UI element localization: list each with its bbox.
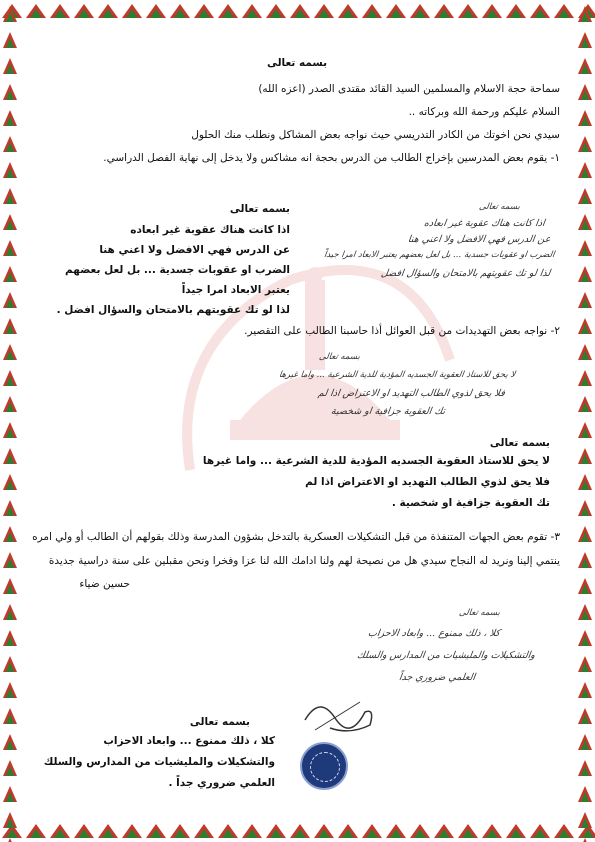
answer-3-line-1: كلا ، ذلك ممنوع ... وابعاد الاحزاب bbox=[103, 735, 275, 747]
decorative-border-top bbox=[0, 0, 595, 22]
answer-2-line-2: فلا يحق لذوي الطالب التهديد او الاعتراض اذا لم bbox=[305, 476, 550, 488]
question-1: ١- يقوم بعض المدرسين بإخراج الطالب من الدرس بحجة انه مشاكس ولا يدخل إلى نهاية الفصل الدراسي. bbox=[103, 152, 560, 164]
handwritten-answer-1-line-2: عن الدرس فهي الافضل ولا اعني هنا bbox=[406, 234, 551, 245]
answer-1-title: بسمه تعالى bbox=[229, 203, 290, 215]
answer-1-line-2: عن الدرس فهي الافضل ولا اعني هنا bbox=[99, 244, 290, 256]
answer-2-line-1: لا يحق للاستاذ العقوبة الجسديه المؤدية للدية الشرعية ... واما غيرها bbox=[202, 455, 550, 467]
handwritten-answer-1-line-4: لذا لو تك عقوبتهم بالامتحان والسؤال افضل bbox=[379, 268, 551, 279]
office-seal-icon bbox=[300, 742, 348, 790]
answer-3-title: بسمه تعالى bbox=[189, 716, 250, 728]
decorative-border-bottom bbox=[0, 820, 595, 842]
handwritten-answer-3-line-2: والتشكيلات والمليشيات من المدارس والسلك bbox=[356, 650, 536, 661]
handwritten-answer-1-line-1: اذا كانت هناك عقوبة غير ابعاده bbox=[423, 218, 546, 229]
answer-2-title: بسمه تعالى bbox=[489, 437, 550, 449]
answer-1-line-1: اذا كانت هناك عقوبة غير ابعاده bbox=[130, 224, 290, 236]
basmala-header: بسمه تعالى bbox=[266, 57, 328, 69]
handwritten-answer-2-line-2: فلا يحق لذوي الطالب التهديد او الاعتراض اذا لم bbox=[317, 388, 506, 399]
handwritten-answer-2-title: بسمه تعالى bbox=[318, 352, 361, 362]
handwritten-answer-1-line-3: الضرب او عقوبات جسدية ... بل لعل بعضهم يعتبر الابعاد امرا جيداً bbox=[323, 250, 556, 260]
question-2: ٢- نواجه بعض التهديدات من قبل العوائل أذا حاسبنا الطالب على التقصير. bbox=[244, 325, 560, 337]
handwritten-answer-1-title: بسمه تعالى bbox=[478, 202, 521, 212]
answer-3-line-3: العلمي ضروري جداً . bbox=[168, 777, 275, 789]
answer-1-line-5: لذا لو تك عقوبتهم بالامتحان والسؤال افضل . bbox=[56, 304, 290, 316]
answer-1-line-3: الضرب او عقوبات جسدية ... بل لعل بعضهم bbox=[65, 264, 290, 276]
addressee-line: سماحة حجة الاسلام والمسلمين السيد القائد مقتدى الصدر (اعزه الله) bbox=[258, 83, 560, 95]
answer-2-line-3: تك العقوبة جزافية او شخصية . bbox=[391, 497, 550, 509]
intro-line: سيدي نحن اخوتك من الكادر التدريسي حيث نواجه بعض المشاكل ونطلب منك الحلول bbox=[191, 129, 560, 141]
question-3-line-2: ينتمي إلينا ونريد له النجاح سيدي هل من نصيحة لهم ولنا ادامك الله لنا عزا وفخرا ونحن مقبلين على سنة دراسية جديدة bbox=[48, 555, 560, 567]
signature-name: حسين ضياء bbox=[79, 578, 130, 590]
handwritten-answer-3-line-1: كلا ، ذلك ممنوع ... وابعاد الاحزاب bbox=[367, 628, 501, 639]
handwritten-signature bbox=[300, 690, 380, 740]
question-3-line-1: ٣- تقوم بعض الجهات المتنفذة من قبل التشكيلات العسكرية بالتدخل بشؤون المدرسة وذلك بقولهم أن الطالب أو ولي امره bbox=[32, 531, 560, 543]
answer-1-line-4: يعتبر الابعاد امرا جيداً bbox=[181, 284, 290, 296]
handwritten-answer-2-line-3: تك العقوبة جزافية او شخصية bbox=[330, 406, 446, 417]
handwritten-answer-3-line-3: العلمي ضروري جداً bbox=[398, 672, 476, 683]
answer-3-line-2: والتشكيلات والمليشيات من المدارس والسلك bbox=[43, 756, 275, 768]
handwritten-answer-3-title: بسمه تعالى bbox=[458, 608, 501, 618]
handwritten-answer-2-line-1: لا يحق للاستاذ العقوبة الجسديه المؤدية للدية الشرعية ... واما غيرها bbox=[278, 370, 516, 380]
decorative-border-left bbox=[0, 0, 20, 842]
greeting-line: السلام عليكم ورحمة الله وبركاته .. bbox=[408, 106, 560, 118]
decorative-border-right bbox=[575, 0, 595, 842]
